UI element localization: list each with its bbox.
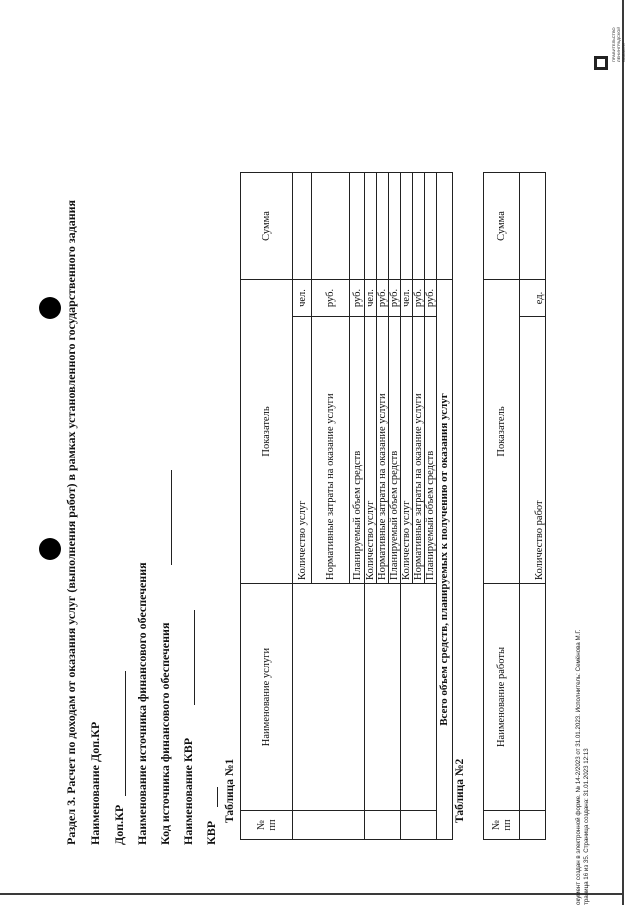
- table-row: [365, 173, 377, 840]
- table1-cell-indicator: Нормативные затраты на оказание услуги: [413, 317, 425, 584]
- table-1: [240, 172, 453, 840]
- field-label-kvr: КВР: [204, 820, 218, 845]
- table1-cell-sum: [389, 173, 401, 280]
- table2-cell-sum: [520, 173, 546, 280]
- table2-header-row: [484, 173, 520, 840]
- section-title: Раздел 3. Расчет по доходам от оказания услуг (выполнения работ) в рамках установленного государственного задания: [64, 199, 78, 845]
- table1-header-sum: Сумма: [241, 173, 293, 280]
- table1-cell-sum: [401, 173, 413, 280]
- table1-cell-unit: чел.: [293, 280, 312, 317]
- table1-cell-name: [365, 584, 401, 811]
- table1-cell-unit: руб.: [377, 280, 389, 317]
- table2-cell-name: [520, 584, 546, 811]
- footer-line-2: траница 16 из 35. Страница создана: 31.01.2023 12:13: [583, 748, 590, 905]
- table1-cell-indicator: Планируемый объем средств: [425, 317, 437, 584]
- table1-cell-indicator: Количество услуг: [293, 317, 312, 584]
- stamp-line-1: ПРАВИТЕЛЬСТВО: [611, 27, 616, 62]
- table2-header-indicator: Показатель: [484, 280, 520, 584]
- table1-total-row: [437, 173, 453, 840]
- table1-cell-indicator: Планируемый объем средств: [389, 317, 401, 584]
- stamp-line-3: ОБЛАСТИ: [621, 42, 626, 62]
- table1-cell-indicator: Количество услуг: [365, 317, 377, 584]
- table1-cell-unit: руб.: [413, 280, 425, 317]
- table1-total-sum: [437, 173, 453, 280]
- table-row: [293, 173, 312, 840]
- table1-caption: Таблица №1: [224, 758, 236, 823]
- table1-header-name: Наименование услуги: [241, 584, 293, 811]
- table2-caption: Таблица №2: [454, 758, 466, 823]
- field-label-source-code: Код источника финансового обеспечения: [158, 622, 172, 845]
- field-label-dop-kr: Доп.КР: [112, 804, 126, 845]
- table2-header-name: Наименование работы: [484, 584, 520, 811]
- footer-line-1: окумент создан в электронной форме. № 14-2/2023 от 31.01.2023. Исполнитель: Семёнова М.Г.: [575, 629, 582, 905]
- field-label-source-name: Наименование источника финансового обеспечения: [135, 562, 149, 845]
- table1-cell-unit: руб.: [389, 280, 401, 317]
- table1-cell-unit: чел.: [401, 280, 413, 317]
- field-label-kvr-name: Наименование КВР: [181, 737, 195, 845]
- field-label-dop-kr-name: Наименование Доп.КР: [88, 721, 102, 845]
- table1-header-row: [241, 173, 293, 840]
- table-row: [401, 173, 413, 840]
- table1-cell-name: [401, 584, 437, 811]
- table1-cell-unit: руб.: [312, 280, 350, 317]
- table1-cell-num: [293, 811, 365, 840]
- field-line-source-code: [171, 470, 172, 565]
- table1-total-label: Всего объем средств, планируемых к получению от оказания услуг: [437, 280, 453, 840]
- table1-cell-sum: [293, 173, 312, 280]
- table1-cell-sum: [312, 173, 350, 280]
- table2-header-num: № пп: [484, 811, 520, 840]
- table1-cell-unit: руб.: [350, 280, 365, 317]
- table1-cell-indicator: Нормативные затраты на оказание услуги: [377, 317, 389, 584]
- table1-cell-indicator: Количество услуг: [401, 317, 413, 584]
- table1-cell-sum: [350, 173, 365, 280]
- table1-cell-name: [293, 584, 365, 811]
- table-row: [520, 173, 546, 840]
- document-footer: [575, 629, 591, 905]
- table1-header-num: № пп: [241, 811, 293, 840]
- table1-cell-sum: [413, 173, 425, 280]
- table1-cell-indicator: Нормативные затраты на оказание услуги: [312, 317, 350, 584]
- table1-cell-unit: руб.: [425, 280, 437, 317]
- table1-cell-sum: [425, 173, 437, 280]
- field-line-kvr-name: [194, 610, 195, 705]
- table2-cell-num: [520, 811, 546, 840]
- table2-cell-indicator: Количество работ: [520, 317, 546, 584]
- table1-cell-num: [401, 811, 437, 840]
- table1-header-indicator: Показатель: [241, 280, 293, 584]
- field-line-dop-kr: [125, 671, 126, 796]
- field-line-kvr: [217, 787, 218, 807]
- table-2: [483, 172, 546, 840]
- table1-cell-num: [365, 811, 401, 840]
- table1-cell-indicator: Планируемый объем средств: [350, 317, 365, 584]
- table2-header-sum: Сумма: [484, 173, 520, 280]
- table2-cell-unit: ед.: [520, 280, 546, 317]
- table1-cell-unit: чел.: [365, 280, 377, 317]
- table1-cell-sum: [377, 173, 389, 280]
- stamp-line-2: ЛЕНИНГРАДСКОЙ: [616, 26, 621, 62]
- table1-cell-sum: [365, 173, 377, 280]
